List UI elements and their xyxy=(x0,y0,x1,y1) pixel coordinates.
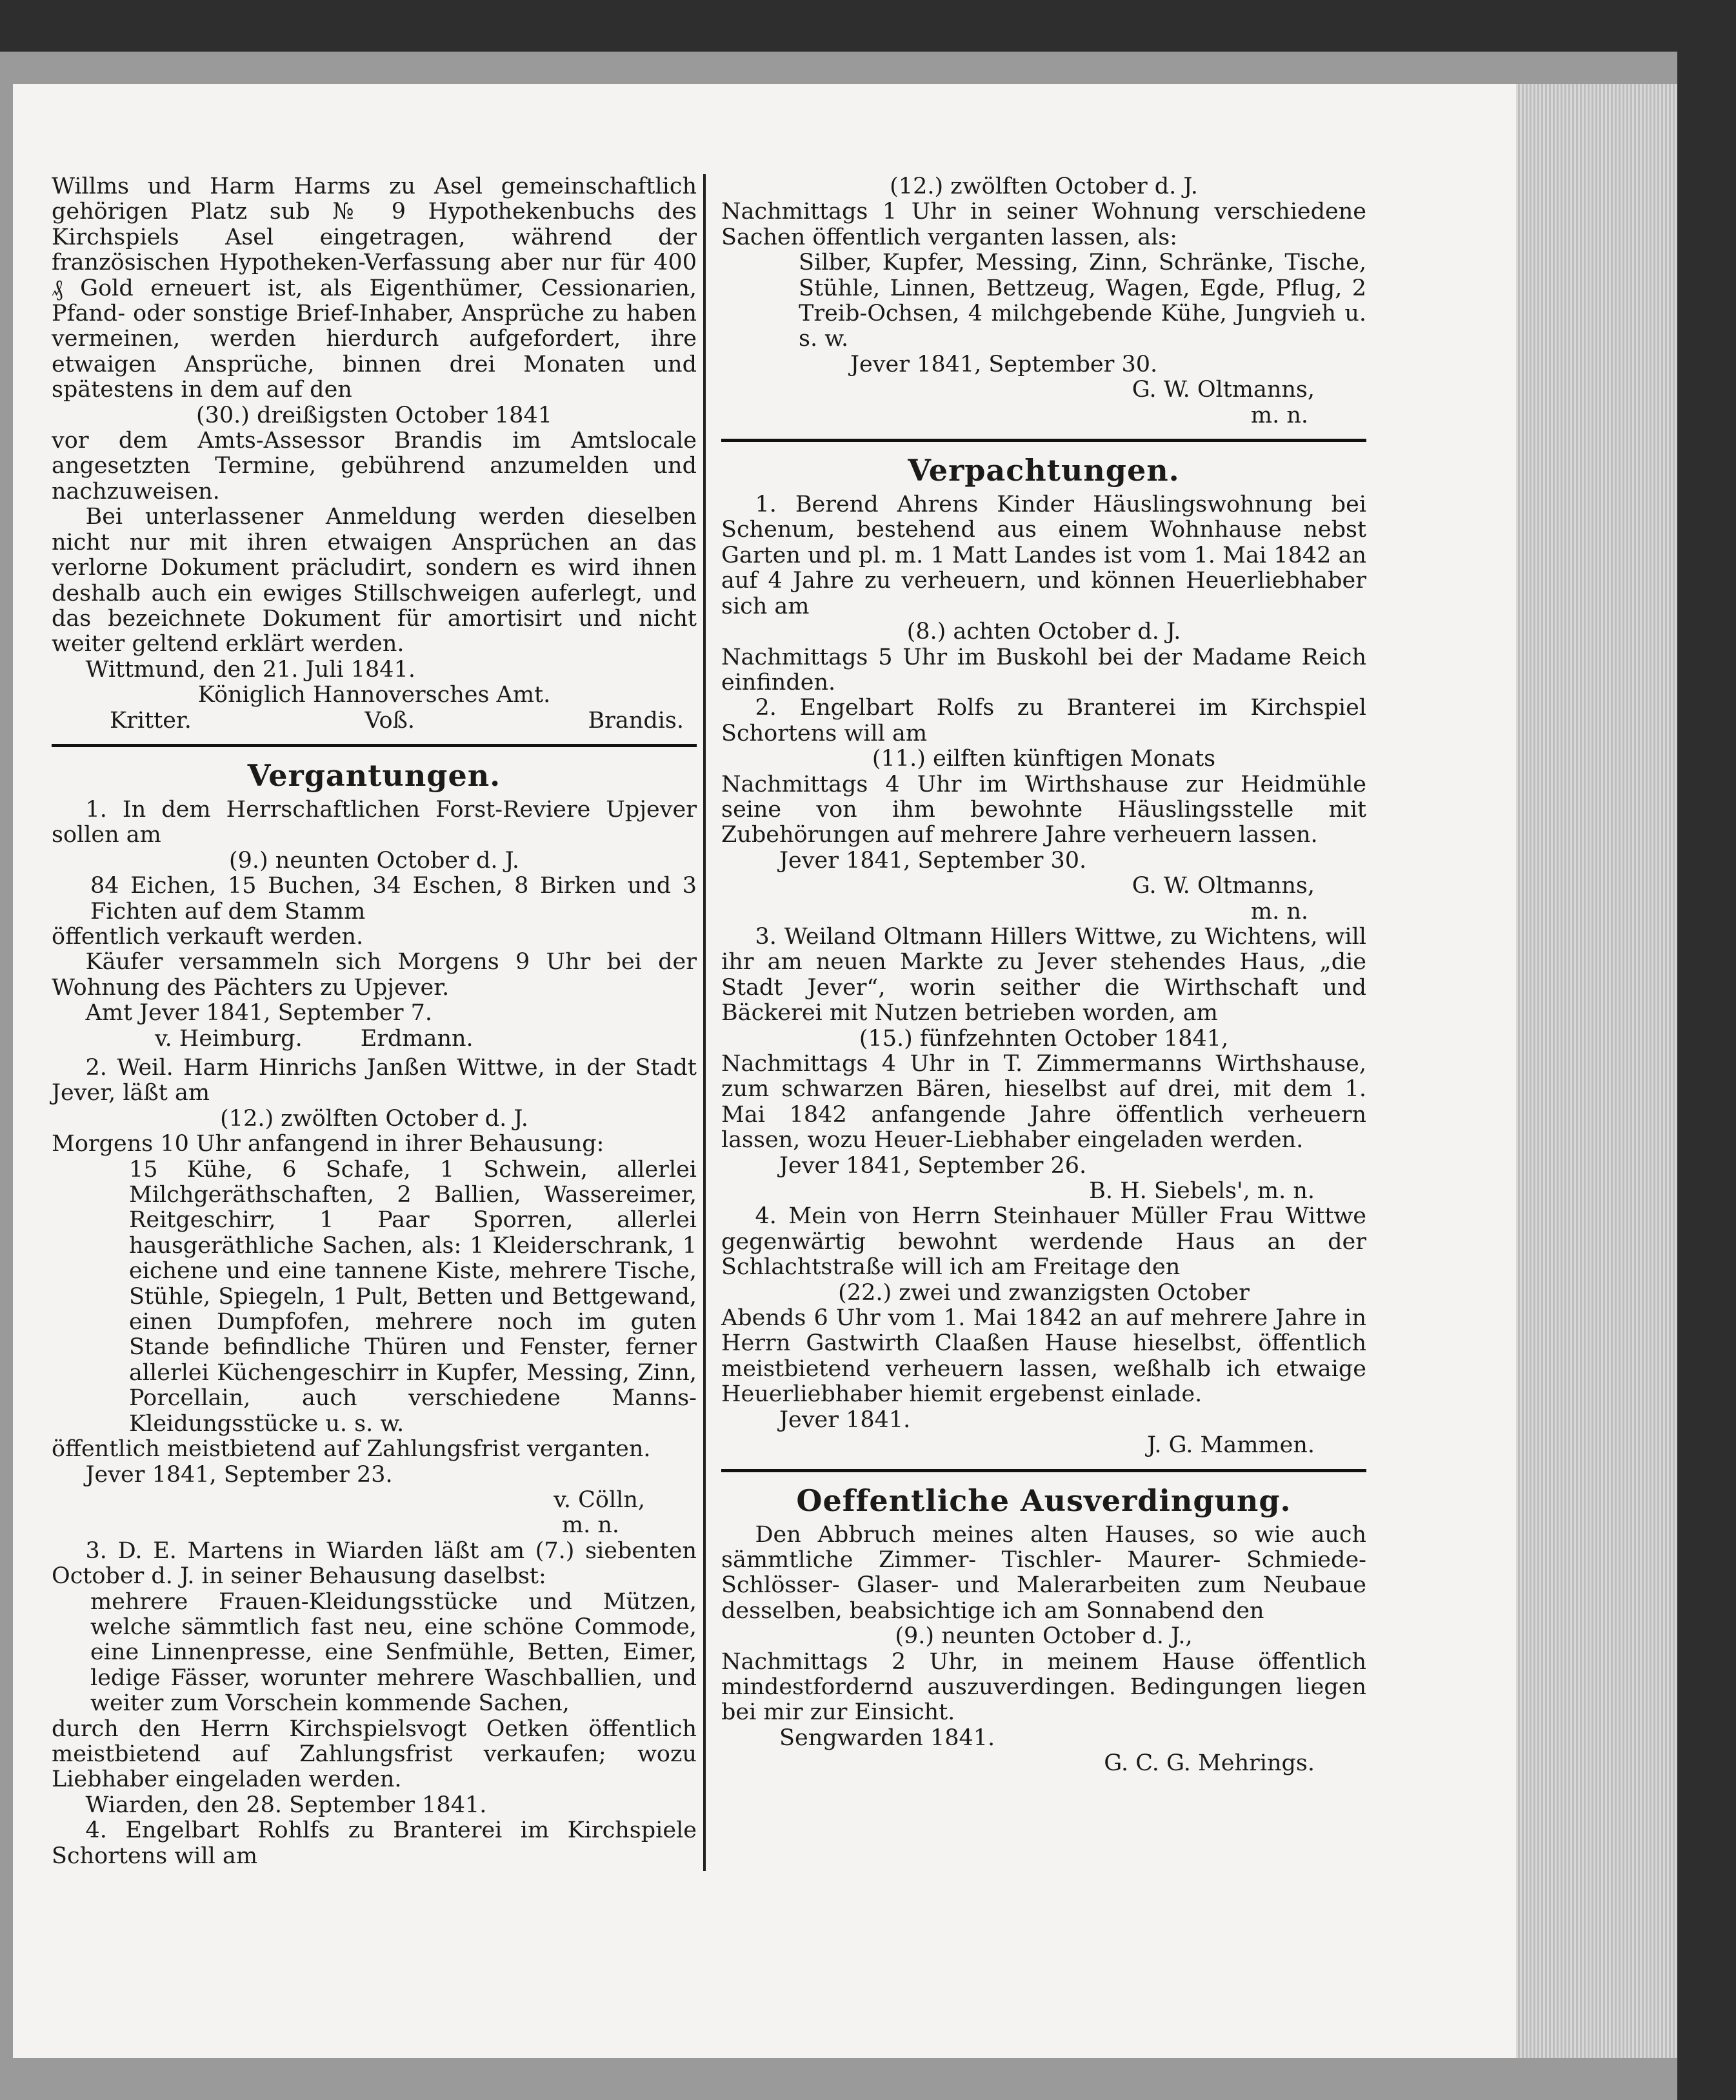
listing-signatures xyxy=(52,1026,697,1052)
listing-place-date: Sengwarden 1841. xyxy=(779,1725,995,1751)
listing-date: (12.) zwölften October d. J. xyxy=(890,174,1198,199)
right-column xyxy=(721,174,1366,1777)
listing-date: (9.) neunten October d. J. xyxy=(228,847,520,874)
signature: Brandis. xyxy=(588,707,684,734)
listing-date: (9.) neunten October d. J., xyxy=(895,1623,1193,1650)
notice-authority: Königlich Hannoversches Amt. xyxy=(197,682,551,708)
listing-intro: 3. Weiland Oltmann Hillers Wittwe, zu Wichtens, will ihr am neuen Markte zu Jever stehendes Haus, „die Stadt Jever“, worin seither die Wirthschaft und Bäckerei mit Nutzen betrieben worden, am xyxy=(721,923,1366,1026)
listing-signature-suffix: m. n. xyxy=(1250,898,1308,925)
listing-items: 15 Kühe, 6 Schafe, 1 Schwein, allerlei Milchgeräthschaften, 2 Ballien, Wassereimer, Reitgeschirr, 1 Paar Sporren, allerlei hausgeräthliche Sachen, als: 1 Kleiderschrank, 1 eichene und eine tannene Kiste, mehrere Tische, Stühle, Spiegeln, 1 Pult, Betten und Bettgewand, einen Dumpfofen, mehrere noch im guten Stande befindliche Thüren und Fenster, ferner allerlei Küchengeschirr in Kupfer, Messing, Zinn, Porcellain, auch verschiedene Manns-Kleidungsstücke u. s. w. xyxy=(129,1156,697,1437)
listing-intro: 4. Engelbart Rohlfs zu Branterei im Kirchspiele Schortens will am xyxy=(52,1817,697,1869)
notice-place-date: Wittmund, den 21. Juli 1841. xyxy=(85,656,415,683)
listing-items: 84 Eichen, 15 Buchen, 34 Eschen, 8 Birken und 3 Fichten auf dem Stamm xyxy=(90,873,697,925)
listing-date: (11.) eilften künftigen Monats xyxy=(872,746,1216,772)
listing-intro: 1. Berend Ahrens Kinder Häuslingswohnung bei Schenum, bestehend aus einem Wohnhause nebst Garten und pl. m. 1 Matt Landes ist vom 1. Mai 1842 an auf 4 Jahre zu verheuern, und können Heuerliebhaber sich am xyxy=(721,492,1366,619)
listing-place-date: Jever 1841. xyxy=(779,1406,911,1433)
section-rule xyxy=(721,439,1366,442)
section-heading: Verpachtungen. xyxy=(908,453,1180,488)
notice-date: (30.) dreißigsten October 1841 xyxy=(195,402,552,428)
signature: v. Heimburg. xyxy=(155,1025,303,1052)
notice-text: vor dem Amts-Assessor Brandis im Amtslocale angesetzten Termine, gebührend anzumelden und nachzuweisen. xyxy=(52,428,697,505)
listing-text: Nachmittags 4 Uhr im Wirthshause zur Heidmühle seine von ihm bewohnte Häuslingsstelle mit Zubehörungen auf mehrere Jahre verheuern lassen. xyxy=(721,771,1366,848)
listing-text: Nachmittags 1 Uhr in seiner Wohnung verschiedene Sachen öffentlich verganten lassen, als: xyxy=(721,199,1366,250)
notice-text: Willms und Harm Harms zu Asel gemeinschaftlich gehörigen Platz sub № 9 Hypothekenbuchs des Kirchspiels Asel eingetragen, während der französischen Hypotheken-Verfassung aber nur für 400 ₰ Gold erneuert ist, als Eigenthümer, Cessionarien, Pfand- oder sonstige Brief-Inhaber, Ansprüche zu haben vermeinen, werden hierdurch aufgefordert, ihre etwaigen Ansprüche, binnen drei Monaten und spätestens in dem auf den xyxy=(52,174,697,403)
page-edges xyxy=(1516,84,1677,2058)
listing-intro: 2. Engelbart Rolfs zu Branterei im Kirchspiel Schortens will am xyxy=(721,695,1366,746)
listing-intro: Den Abbruch meines alten Hauses, so wie auch sämmtliche Zimmer- Tischler- Maurer- Schmiede- Schlösser- Glaser- und Malerarbeiten zum Neubaue desselben, beabsichtige ich am Sonnabend den xyxy=(721,1521,1366,1624)
listing-text: Nachmittags 5 Uhr im Buskohl bei der Madame Reich einfinden. xyxy=(721,644,1366,695)
listing-date: (12.) zwölften October d. J. xyxy=(220,1105,528,1132)
listing-signature: G. W. Oltmanns, xyxy=(1132,873,1315,899)
listing-signature-suffix: m. n. xyxy=(1250,402,1308,428)
left-column xyxy=(52,174,697,1869)
listing-signature-suffix: m. n. xyxy=(561,1512,619,1539)
section-heading: Oeffentliche Ausverdingung. xyxy=(796,1483,1292,1518)
listing-place-date: Jever 1841, September 26. xyxy=(779,1152,1087,1179)
signature: Erdmann. xyxy=(360,1025,474,1052)
signature: Voß. xyxy=(364,707,415,734)
listing-signature: B. H. Siebels', m. n. xyxy=(1089,1178,1315,1205)
listing-intro: 1. In dem Herrschaftlichen Forst-Reviere Upjever sollen am xyxy=(52,796,697,848)
column-divider xyxy=(703,174,706,1871)
listing-items: Silber, Kupfer, Messing, Zinn, Schränke, Tische, Stühle, Linnen, Bettzeug, Wagen, Egde, Pflug, 2 Treib-Ochsen, 4 milchgebende Kühe, Jungvieh u. s. w. xyxy=(799,250,1366,352)
listing-signature: J. G. Mammen. xyxy=(1147,1432,1315,1459)
listing-signature: G. C. G. Mehrings. xyxy=(1104,1750,1315,1777)
section-heading: Vergantungen. xyxy=(247,757,501,793)
listing-text: Nachmittags 2 Uhr, in meinem Hause öffentlich mindestfordernd auszuverdingen. Bedingungen liegen bei mir zur Einsicht. xyxy=(721,1648,1366,1726)
notice-text: Bei unterlassener Anmeldung werden dieselben nicht nur mit ihren etwaigen Ansprüchen an das verlorne Dokument präcludirt, sondern es wird ihnen deshalb auch ein ewiges Stillschweigen auferlegt, und das bezeichnete Dokument für amortisirt und nicht weiter geltend erklärt werden. xyxy=(52,504,697,657)
signature: Kritter. xyxy=(110,707,192,734)
listing-place-date: Jever 1841, September 30. xyxy=(779,847,1087,874)
listing-date: (15.) fünfzehnten October 1841, xyxy=(859,1025,1229,1052)
listing-items: mehrere Frauen-Kleidungsstücke und Mützen, welche sämmtlich fast neu, eine schöne Commode, eine Linnenpresse, eine Senfmühle, Betten, Eimer, ledige Fässer, worunter mehrere Waschballien, und weiter zum Vorschein kommende Sachen, xyxy=(90,1588,697,1717)
listing-text: Abends 6 Uhr vom 1. Mai 1842 an auf mehrere Jahre in Herrn Gastwirth Claaßen Hause hieselbst, öffentlich meistbietend verheuern lassen, weßhalb ich etwaige Heuerliebhaber hiemit ergebenst einlade. xyxy=(721,1305,1366,1408)
listing-intro: 4. Mein von Herrn Steinhauer Müller Frau Wittwe gegenwärtig bewohnt werdende Haus an der Schlachtstraße will ich am Freitage den xyxy=(721,1203,1366,1281)
listing-intro: 3. D. E. Martens in Wiarden läßt am (7.) siebenten October d. J. in seiner Behausung daselbst: xyxy=(52,1537,697,1590)
listing-place-date: Wiarden, den 28. September 1841. xyxy=(85,1792,487,1818)
listing-text: Morgens 10 Uhr anfangend in ihrer Behausung: xyxy=(52,1131,604,1157)
listing-place-date: Jever 1841, September 30. xyxy=(850,351,1158,377)
listing-place-date: Jever 1841, September 23. xyxy=(85,1461,393,1488)
listing-text: Nachmittags 4 Uhr in T. Zimmermanns Wirthshause, zum schwarzen Bären, hieselbst auf drei, mit dem 1. Mai 1842 anfangende Jahre öffentlich verheuern lassen, wozu Heuer-Liebhaber eingeladen werden. xyxy=(721,1051,1366,1154)
listing-place-date: Amt Jever 1841, September 7. xyxy=(85,1000,432,1026)
notice-signatures xyxy=(52,708,697,734)
listing-intro: 2. Weil. Harm Hinrichs Janßen Wittwe, in der Stadt Jever, läßt am xyxy=(52,1055,697,1106)
listing-text: öffentlich verkauft werden. xyxy=(52,923,364,950)
listing-text: durch den Herrn Kirchspielsvogt Oetken öffentlich meistbietend auf Zahlungsfrist verkaufen; wozu Liebhaber eingeladen werden. xyxy=(52,1715,697,1793)
section-rule xyxy=(52,744,697,747)
listing-signature: v. Cölln, xyxy=(554,1486,645,1513)
listing-text: öffentlich meistbietend auf Zahlungsfrist verganten. xyxy=(52,1436,651,1463)
listing-date: (8.) achten October d. J. xyxy=(906,619,1181,645)
listing-date: (22.) zwei und zwanzigsten October xyxy=(838,1279,1250,1306)
section-rule xyxy=(721,1469,1366,1472)
listing-signature: G. W. Oltmanns, xyxy=(1132,377,1315,403)
listing-text: Käufer versammeln sich Morgens 9 Uhr bei der Wohnung des Pächters zu Upjever. xyxy=(52,949,697,1001)
